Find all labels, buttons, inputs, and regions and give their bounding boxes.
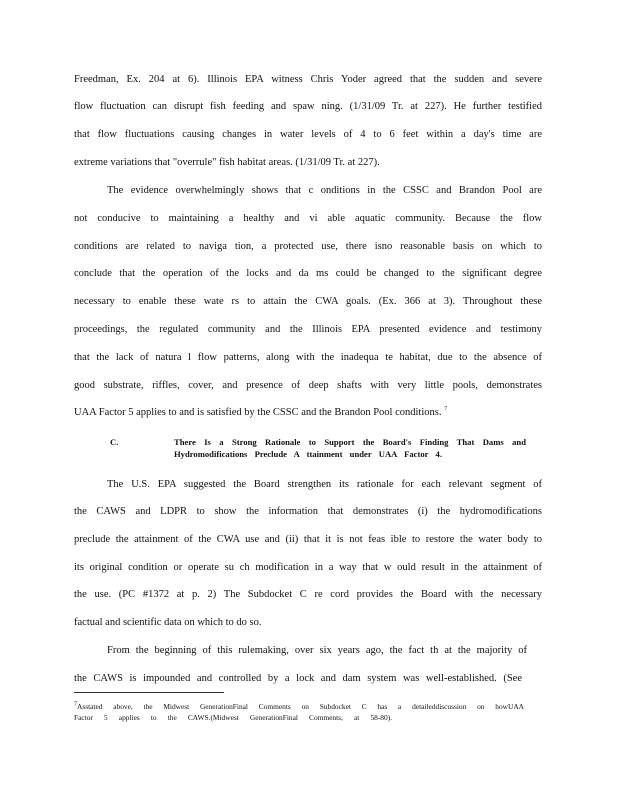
body-line-17: its original condition or operate su ch modification in a way that w ould result in the attainment of <box>74 562 542 573</box>
body-line-20: From the beginning of this rulemaking, over six years ago, the fact th at the majority of <box>107 645 527 656</box>
footnote-line-1 <box>74 702 524 712</box>
body-line-2: flow fluctuation can disrupt fish feeding and spaw ning. (1/31/09 Tr. at 227). He further testified <box>74 101 542 112</box>
body-line-11: that the lack of natura l flow patterns, along with the inadequa te habitat, due to the absence of <box>74 352 542 363</box>
body-line-5: The evidence overwhelmingly shows that c onditions in the CSSC and Brandon Pool are <box>107 185 542 196</box>
body-line-15: the CAWS and LDPR to show the information that demonstrates (i) the hydromodifications <box>74 506 542 517</box>
footnote-number: 7 <box>74 701 77 708</box>
footnote-line-1-text: Asstated above, the Midwest GenerationFinal Comments on Subdocket C has a detaileddiscussion on howUAA <box>77 702 524 711</box>
body-line-8: conclude that the operation of the locks and da ms could be changed to the significant degree <box>74 268 542 279</box>
body-line-14: The U.S. EPA suggested the Board strengthen its rationale for each relevant segment of <box>107 479 542 490</box>
section-heading-line-1: There Is a Strong Rationale to Support the Board's Finding That Dams and <box>174 437 526 447</box>
body-line-13-text: UAA Factor 5 applies to and is satisfied by the CSSC and the Brandon Pool conditions. <box>74 407 442 418</box>
footnote-reference: 7 <box>444 406 448 413</box>
body-line-13 <box>74 406 494 420</box>
body-line-7: conditions are related to naviga tion, a protected use, there isno reasonable basis on which to <box>74 241 542 252</box>
footnote-line-2: Factor 5 applies to the CAWS.(Midwest GenerationFinal Comments, at 58-80). <box>74 713 392 722</box>
body-line-6: not conducive to maintaining a healthy and vi able aquatic community. Because the flow <box>74 213 542 224</box>
body-line-16: preclude the attainment of the CWA use and (ii) that it is not feas ible to restore the water body to <box>74 534 542 545</box>
footnote-separator <box>74 692 224 693</box>
body-line-21: the CAWS is impounded and controlled by a lock and dam system was well-established. (See <box>74 673 522 684</box>
body-line-3: that flow fluctuations causing changes in water levels of 4 to 6 feet within a day's time are <box>74 129 542 140</box>
section-heading-label: C. <box>110 437 119 447</box>
body-line-9: necessary to enable these wate rs to attain the CWA goals. (Ex. 366 at 3). Throughout these <box>74 296 542 307</box>
body-line-1: Freedman, Ex. 204 at 6). Illinois EPA witness Chris Yoder agreed that the sudden and severe <box>74 74 542 85</box>
body-line-4: extreme variations that "overrule" fish habitat areas. (1/31/09 Tr. at 227). <box>74 157 380 168</box>
section-heading-line-2: Hydromodifications Preclude A ttainment under UAA Factor 4. <box>174 449 442 459</box>
body-line-18: the use. (PC #1372 at p. 2) The Subdocket C re cord provides the Board with the necessary <box>74 589 542 600</box>
body-line-10: proceedings, the regulated community and the Illinois EPA presented evidence and testimony <box>74 324 542 335</box>
body-line-12: good substrate, riffles, cover, and presence of deep shafts with very little pools, demonstrates <box>74 380 542 391</box>
body-line-19: factual and scientific data on which to do so. <box>74 617 262 628</box>
